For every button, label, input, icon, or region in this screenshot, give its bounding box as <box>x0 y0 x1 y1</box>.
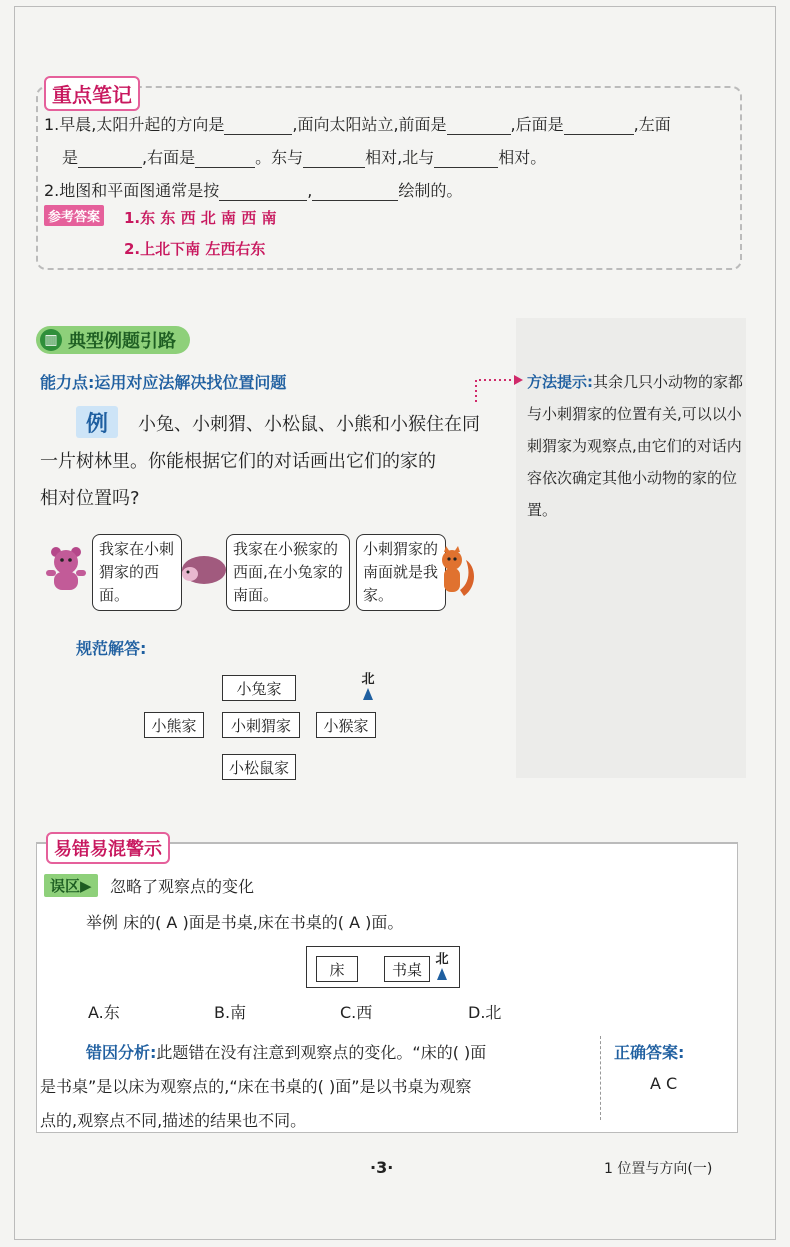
analysis-text: 此题错在没有注意到观察点的变化。“床的( )面 <box>156 1043 487 1062</box>
bear-icon <box>44 546 88 596</box>
hedgehog-speech-bubble: 我家在小猴家的西面,在小兔家的南面。 <box>226 534 350 611</box>
text: 。东与 <box>255 148 304 167</box>
answer-tag: 参考答案 <box>44 205 104 226</box>
tip-text: 其余几只小动物的家都与小刺猬家的位置有关,可以以小刺猬家为观察点,由它们的对话内容依次确定其他小动物的家的位置。 <box>527 373 744 519</box>
chapter-title: 1 位置与方向(一) <box>604 1161 713 1177</box>
squirrel-icon <box>438 546 476 598</box>
misconception-topic: 忽略了观察点的变化 <box>110 877 255 896</box>
text: 相对。 <box>498 148 547 167</box>
dotted-arrow-icon <box>474 374 524 404</box>
text: ,左面 <box>633 115 671 134</box>
tip-label: 方法提示: <box>527 373 593 391</box>
blank[interactable] <box>219 182 307 201</box>
blank[interactable] <box>312 182 398 201</box>
blank[interactable] <box>303 149 365 168</box>
example-tag: 例 <box>76 406 118 438</box>
example-line-3: 相对位置吗? <box>40 488 140 509</box>
example-line-2: 一片树林里。你能根据它们的对话画出它们的家的 <box>40 451 436 472</box>
notes-title: 重点笔记 <box>44 76 140 111</box>
squirrel-home-cell: 小松鼠家 <box>222 754 296 780</box>
note-question-1-line-2 <box>62 145 546 168</box>
text: ,右面是 <box>142 148 196 167</box>
option-b[interactable]: B.南 <box>214 1003 247 1022</box>
analysis-line-3: 点的,观察点不同,描述的结果也不同。 <box>40 1111 307 1130</box>
north-arrow-icon <box>363 688 373 700</box>
option-d[interactable]: D.北 <box>468 1003 502 1022</box>
text: ,面向太阳站立,前面是 <box>292 115 447 134</box>
divider <box>600 1036 601 1120</box>
text: 绘制的。 <box>398 181 463 200</box>
monkey-home-cell: 小猴家 <box>316 712 376 738</box>
note-question-1-line-1 <box>44 112 671 135</box>
option-c[interactable]: C.西 <box>340 1003 373 1022</box>
analysis-line-1 <box>86 1040 486 1063</box>
example-header <box>36 326 190 354</box>
north-label: 北 <box>361 672 375 687</box>
mistake-example: 举例 床的( A )面是书桌,床在书桌的( A )面。 <box>86 913 404 932</box>
text: 相对,北与 <box>365 148 435 167</box>
blank[interactable] <box>564 116 634 135</box>
page-number: ·3· <box>370 1158 394 1177</box>
blank[interactable] <box>224 116 292 135</box>
rabbit-home-cell: 小兔家 <box>222 675 296 701</box>
ability-point: 能力点:运用对应法解决找位置问题 <box>40 373 287 392</box>
bear-home-cell: 小熊家 <box>144 712 204 738</box>
analysis-line-2: 是书桌”是以床为观察点的,“床在书桌的( )面”是以书桌为观察 <box>40 1077 472 1096</box>
blank[interactable] <box>447 116 511 135</box>
answer-line-1: 1.东 东 西 北 南 西 南 <box>124 209 277 227</box>
example-line-1: 小兔、小刺猬、小松鼠、小熊和小猴住在同 <box>138 414 480 435</box>
north-label: 北 <box>435 952 449 967</box>
option-a[interactable]: A.东 <box>88 1003 120 1022</box>
bed-cell: 床 <box>316 956 358 982</box>
blank[interactable] <box>195 149 255 168</box>
north-indicator <box>360 668 376 700</box>
solution-label: 规范解答: <box>76 639 147 658</box>
text: 1.早晨,太阳升起的方向是 <box>44 115 225 134</box>
answer-line-2: 2.上北下南 左西右东 <box>124 240 266 258</box>
text: , <box>307 181 313 200</box>
blank[interactable] <box>434 149 498 168</box>
bear-speech-bubble: 我家在小刺猬家的西面。 <box>92 534 182 611</box>
book-icon: ▥ <box>40 329 62 351</box>
hedgehog-home-cell: 小刺猬家 <box>222 712 300 738</box>
misconception-tag: 误区▶ <box>44 874 98 897</box>
squirrel-speech-bubble: 小刺猬家的南面就是我家。 <box>356 534 446 611</box>
method-tip <box>527 366 749 526</box>
mistake-title: 易错易混警示 <box>46 832 170 864</box>
north-indicator-2 <box>434 948 450 980</box>
note-question-2 <box>44 178 462 201</box>
analysis-label: 错因分析: <box>86 1043 157 1062</box>
hedgehog-icon <box>180 552 228 586</box>
example-header-text: 典型例题引路 <box>68 331 176 352</box>
north-arrow-icon <box>437 968 447 980</box>
desk-cell: 书桌 <box>384 956 430 982</box>
blank[interactable] <box>78 149 142 168</box>
text: ,后面是 <box>510 115 564 134</box>
correct-answer-label: 正确答案: <box>614 1043 685 1062</box>
correct-answer: A C <box>650 1074 678 1093</box>
text: 是 <box>62 148 79 167</box>
text: 2.地图和平面图通常是按 <box>44 181 220 200</box>
